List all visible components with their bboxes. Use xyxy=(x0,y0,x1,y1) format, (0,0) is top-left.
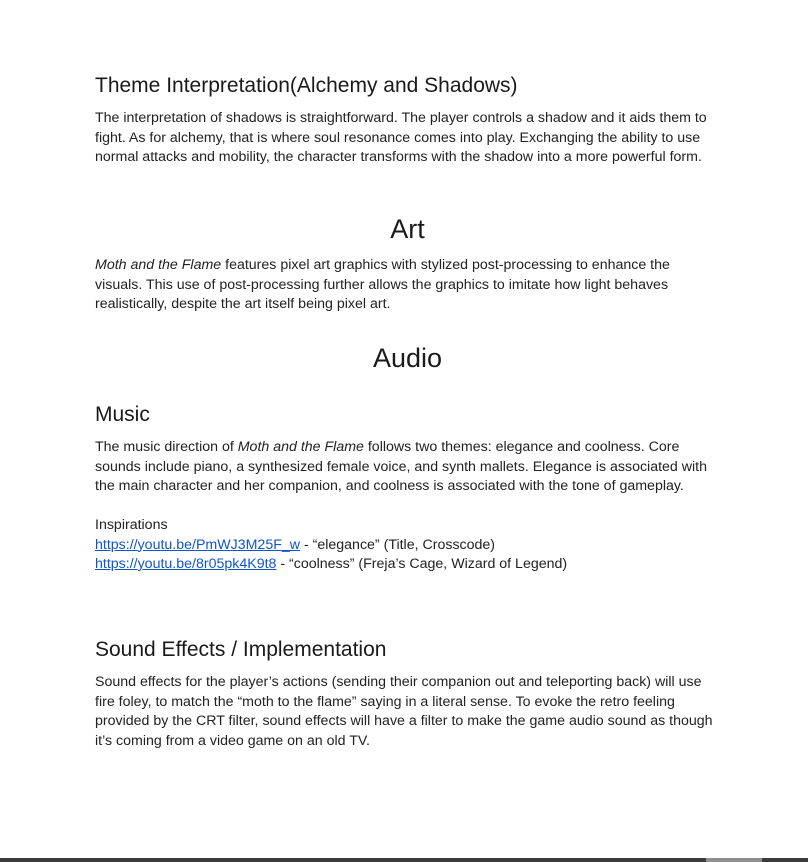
art-section xyxy=(95,214,720,315)
art-game-title: Moth and the Flame xyxy=(95,257,222,273)
inspiration-desc-coolness: - “coolness” (Freja’s Cage, Wizard of Legend) xyxy=(276,556,568,572)
inspiration-item xyxy=(95,536,720,556)
sfx-section xyxy=(95,638,720,751)
art-body xyxy=(95,256,720,315)
art-body-text: features pixel art graphics with stylized post-processing to enhance the visuals. This use of post-processing further allows the graphics to imitate how light behaves realistically, despite the art itself being pixel art. xyxy=(95,257,670,312)
music-section xyxy=(95,403,720,575)
inspiration-item xyxy=(95,555,720,575)
inspiration-link-elegance[interactable]: https://youtu.be/PmWJ3M25F_w xyxy=(95,536,301,553)
theme-heading: Theme Interpretation(Alchemy and Shadows) xyxy=(95,74,518,97)
inspiration-desc-elegance: - “elegance” (Title, Crosscode) xyxy=(300,536,496,553)
sfx-heading: Sound Effects / Implementation xyxy=(95,638,387,661)
music-game-title: Moth and the Flame xyxy=(237,439,364,455)
inspiration-link-coolness[interactable]: https://youtu.be/8r05pk4K9t8 xyxy=(95,556,277,572)
audio-heading: Audio xyxy=(372,343,443,373)
inspirations-label: Inspirations xyxy=(95,517,168,533)
music-heading: Music xyxy=(95,403,150,426)
art-heading: Art xyxy=(390,214,425,244)
music-body xyxy=(95,438,720,497)
page-bottom-border xyxy=(0,858,808,862)
theme-section xyxy=(95,74,720,168)
theme-body: The interpretation of shadows is straightforward. The player controls a shadow and it aids them to fight. As for alchemy, that is where soul resonance comes into play. Exchanging the ability to use normal attacks and mobility, the character transforms with the shadow into a more powerful form. xyxy=(95,110,707,165)
sfx-body: Sound effects for the player’s actions (sending their companion out and teleporting back) will use fire foley, to match the “moth to the flame” saying in a literal sense. To evoke the retro feeling provided by the CRT filter, sound effects will have a filter to make the game audio sound as though it’s coming from a video game on an old TV. xyxy=(95,674,713,749)
page-bottom-border-segment xyxy=(706,858,762,862)
music-body-end: follows two themes: elegance and coolness. Core sounds include piano, a synthesized female voice, and synth mallets. Elegance is associated with the main character and her companion, and coolness is associated with the tone of gameplay. xyxy=(95,439,707,494)
audio-section xyxy=(95,343,720,373)
music-body-start: The music direction of xyxy=(95,439,238,455)
